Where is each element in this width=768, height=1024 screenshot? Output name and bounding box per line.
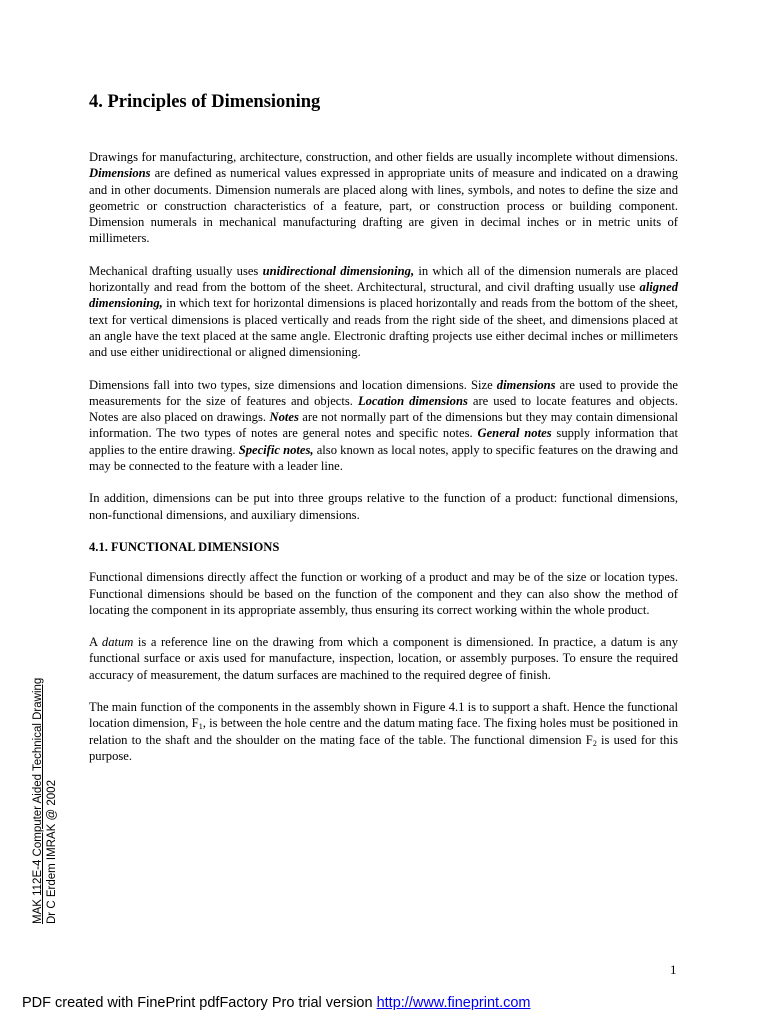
fineprint-link[interactable]: http://www.fineprint.com	[376, 995, 531, 1011]
paragraph-7-text-a: The main function of the components in the assembly shown in Figure 4.1 is to support a shaft. Hence the functional location dimension, F	[89, 700, 678, 731]
paragraph-3-text-c: are used to provide the measurements for the size of features and objects.	[89, 377, 678, 408]
term-datum: datum	[101, 635, 134, 650]
subscript-f2: 2	[592, 738, 597, 748]
paragraph-1-text-a: Drawings for manufacturing, architecture, construction, and other fields are usually incomplete without dimensions.	[89, 150, 678, 164]
term-notes: Notes	[269, 410, 299, 425]
subscript-f1: 1	[198, 722, 203, 732]
paragraph-3-text-a: Dimensions fall into two types, size dimensions and location dimensions. Size	[89, 377, 497, 392]
pdf-footer	[22, 995, 531, 1011]
paragraph-6-text-c: is a reference line on the drawing from which a component is dimensioned. In practice, a datum is any functional surface or axis used for manufacture, inspection, location, or assembly purposes. To ensure the required accuracy of measurement, the datum surfaces are machined to the required degree of finish.	[89, 635, 678, 682]
side-course-note	[31, 678, 59, 924]
paragraph-3-text-i: supply information that applies to the entire drawing.	[89, 426, 678, 457]
term-size-dimensions: dimensions	[496, 377, 556, 392]
term-dimensions: Dimensions	[89, 166, 151, 181]
document-body	[89, 149, 678, 780]
section-heading: 4.1. FUNCTIONAL DIMENSIONS	[89, 539, 280, 554]
paragraph-1	[89, 149, 678, 247]
paragraph-7-text-c: is used for this purpose.	[89, 732, 678, 763]
paragraph-4: In addition, dimensions can be put into three groups relative to the function of a product: functional dimensions, non-functional dimensions, and auxiliary dimensions.	[89, 491, 678, 522]
term-aligned: aligned dimensioning,	[89, 280, 678, 311]
paragraph-3-text-g: are not normally part of the dimensions but they may contain dimensional information. The two types of notes are general notes and specific notes.	[89, 410, 678, 441]
paragraph-7-text-b: , is between the hole centre and the datum mating face. The fixing holes must be positioned in relation to the shaft and the shoulder on the mating face of the table. The functional dimension F	[89, 716, 678, 747]
paragraph-2-text-e: in which text for horizontal dimensions is placed horizontally and reads from the bottom of the sheet, text for vertical dimensions is placed vertically and reads from the right side of the sheet, and dimensions placed at an angle have the text placed at the same angle. Electronic drafting projects use either decimal inches or millimeters and use either unidirectional or aligned dimensioning.	[89, 296, 678, 360]
paragraph-6-text-a: A	[89, 635, 102, 650]
page-title: 4. Principles of Dimensioning	[89, 92, 321, 112]
paragraph-6	[89, 634, 678, 683]
paragraph-2	[89, 263, 678, 361]
term-unidirectional: unidirectional dimensioning,	[262, 263, 415, 278]
page-number: 1	[670, 962, 677, 977]
paragraph-1-text-c: are defined as numerical values expressed in appropriate units of measure and indicated on a drawing and in other documents. Dimension numerals are placed along with lines, symbols, and notes to define the size and geometric or construction characteristics of a feature, part, or construction process or building component. Dimension numerals in mechanical manufacturing drafting are given in decimal inches or in metric units of millimeters.	[89, 166, 678, 246]
paragraph-3-text-e: are used to locate features and objects. Notes are also placed on drawings.	[89, 393, 678, 425]
paragraph-2-text-c: in which all of the dimension numerals are placed horizontally and read from the bottom of the sheet. Architectural, structural, and civil drafting usually use	[89, 263, 679, 295]
term-location-dimensions: Location dimensions	[357, 393, 468, 408]
paragraph-7	[89, 699, 678, 764]
author-credit: Dr C Erdem IMRAK @ 2002	[46, 780, 58, 924]
course-title: MAK 112E-4 Computer Aided Technical Drawing	[32, 677, 44, 924]
paragraph-5: Functional dimensions directly affect the function or working of a product and may be of the size or location types. Functional dimensions should be based on the function of the component and they can also show the method of locating the component in its appropriate assembly, thus ensuring its correct working within the whole product.	[89, 570, 678, 617]
term-specific-notes: Specific notes,	[238, 442, 314, 457]
footer-text: PDF created with FinePrint pdfFactory Pro trial version	[22, 995, 377, 1011]
paragraph-3-text-k: also known as local notes, apply to specific features on the drawing and may be connected to the feature with a leader line.	[89, 442, 678, 474]
paragraph-3	[89, 377, 678, 475]
paragraph-2-text-a: Mechanical drafting usually uses	[89, 263, 263, 278]
term-general-notes: General notes	[477, 426, 552, 441]
